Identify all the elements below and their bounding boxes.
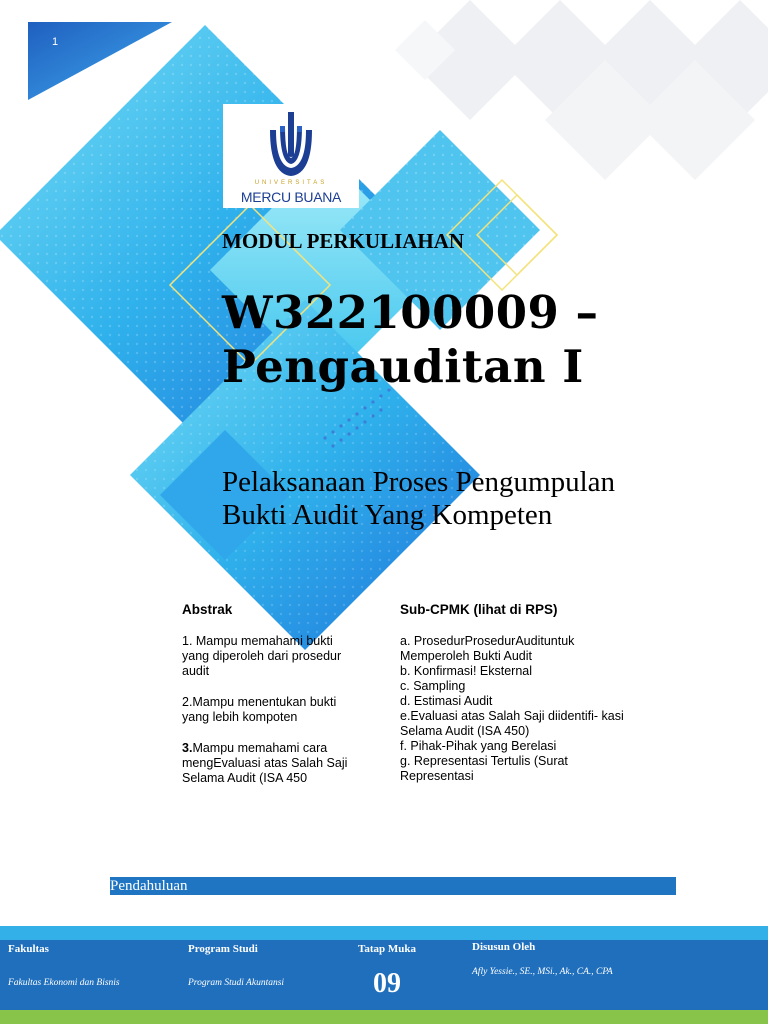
abstract-line: mengEvaluasi atas Salah Saji — [182, 756, 348, 770]
abstract-item-number: 3. — [182, 741, 193, 755]
subcpmk-heading: Sub-CPMK (lihat di RPS) — [400, 602, 558, 617]
abstract-item — [182, 634, 372, 679]
abstract-heading: Abstrak — [182, 602, 233, 617]
footer-prodi-label: Program Studi — [188, 943, 258, 955]
university-logo — [223, 104, 359, 208]
subcpmk-line: d. Estimasi Audit — [400, 694, 493, 708]
logo-university-name: MERCU BUANA — [240, 189, 342, 205]
abstract-line: audit — [182, 664, 210, 678]
course-code: W322100009 – — [222, 286, 599, 339]
subcpmk-line: a. ProsedurProsedurAudituntuk — [400, 634, 575, 648]
footer-fakultas-label: Fakultas — [8, 943, 49, 955]
subcpmk-line: c. Sampling — [400, 679, 466, 693]
subcpmk-line: Representasi — [400, 769, 474, 783]
footer-fakultas-value: Fakultas Ekonomi dan Bisnis — [8, 978, 120, 988]
abstract-line — [182, 741, 372, 756]
abstract-item — [182, 741, 372, 786]
page-number: 1 — [52, 36, 59, 48]
abstract-line: 1. Mampu memahami bukti — [182, 634, 333, 648]
abstract-column — [182, 602, 372, 802]
module-subtitle — [222, 466, 742, 532]
subcpmk-line: Selama Audit (ISA 450) — [400, 724, 530, 738]
footer-disusun-label: Disusun Oleh — [472, 941, 536, 953]
section-title: Pendahuluan — [110, 878, 188, 894]
logo-university-label: UNIVERSITAS — [254, 180, 328, 186]
module-label: MODUL PERKULIAHAN — [222, 229, 465, 253]
subcpmk-line: g. Representasi Tertulis (Surat — [400, 754, 568, 768]
footer-disusun-value: Afly Yessie., SE., MSi., Ak., CA., CPA — [472, 967, 613, 977]
footer-top-stripe — [0, 926, 768, 940]
abstract-line: yang diperoleh dari prosedur — [182, 649, 342, 663]
footer-bottom-stripe — [0, 1010, 768, 1024]
footer-bar — [0, 940, 768, 1010]
course-name: Pengauditan I — [222, 340, 584, 393]
footer-tatap-value: 09 — [373, 968, 401, 999]
subcpmk-line: f. Pihak-Pihak yang Berelasi — [400, 739, 557, 753]
subtitle-line: Pelaksanaan Proses Pengumpulan — [222, 466, 616, 498]
abstract-line: yang lebih kompoten — [182, 710, 298, 724]
subcpmk-line: b. Konfirmasi! Eksternal — [400, 664, 532, 678]
abstract-line-text: Mampu memahami cara — [192, 741, 328, 755]
subcpmk-line: e.Evaluasi atas Salah Saji diidentifi- kasi — [400, 709, 624, 723]
subtitle-line: Bukti Audit Yang Kompeten — [222, 499, 553, 531]
abstract-line: Selama Audit (ISA 450 — [182, 771, 308, 785]
footer-tatap-label: Tatap Muka — [358, 943, 416, 955]
abstract-line: 2.Mampu menentukan bukti — [182, 695, 337, 709]
subcpmk-line: Memperoleh Bukti Audit — [400, 649, 533, 663]
subcpmk-column — [400, 602, 670, 784]
abstract-item — [182, 695, 372, 725]
footer-prodi-value: Program Studi Akuntansi — [188, 978, 285, 988]
logo-emblem-icon — [266, 112, 316, 178]
course-title — [222, 286, 702, 394]
section-header-bar — [110, 877, 676, 895]
